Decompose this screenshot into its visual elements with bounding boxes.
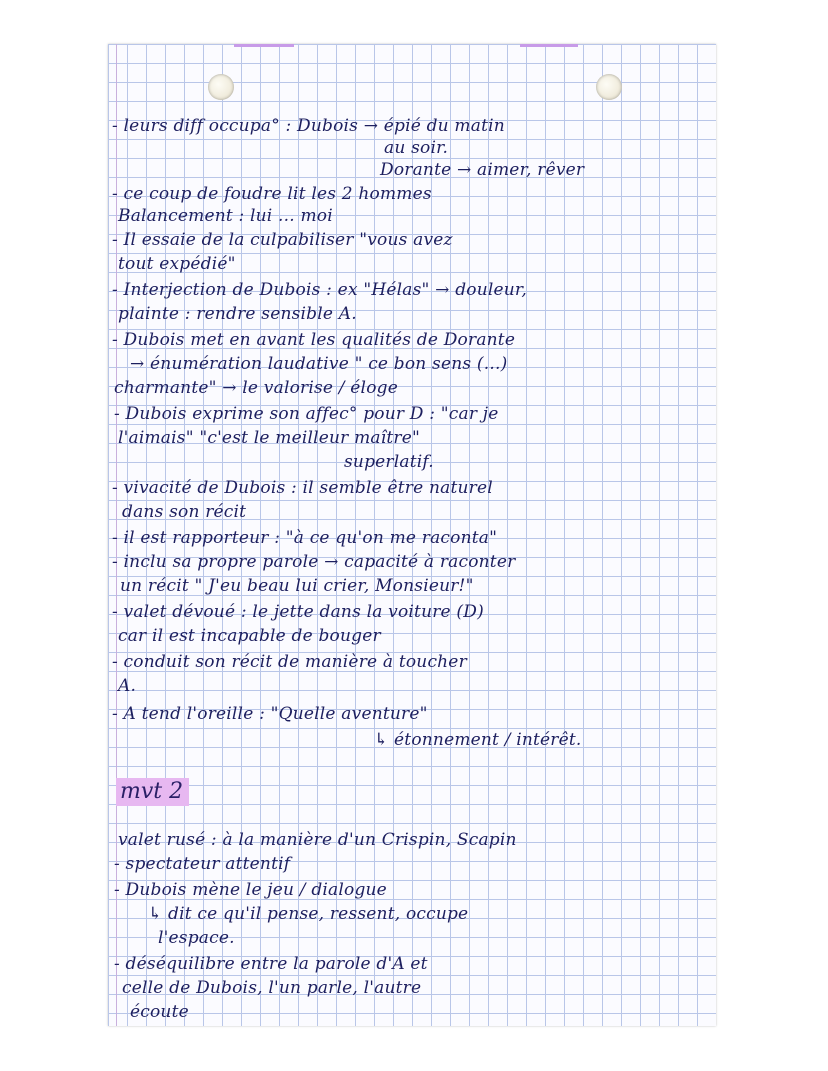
note-line: - A tend l'oreille : "Quelle aventure" [112, 704, 428, 724]
note-line: - valet dévoué : le jette dans la voiture (D) [112, 602, 484, 622]
note-line: superlatif. [344, 452, 434, 472]
note-line: - Dubois exprime son affec° pour D : "car je [114, 404, 499, 424]
note-line: plainte : rendre sensible A. [118, 304, 357, 324]
graph-paper-sheet [108, 44, 716, 1026]
note-line: un récit " J'eu beau lui crier, Monsieur!" [120, 576, 474, 596]
note-line: Dorante → aimer, rêver [380, 160, 585, 180]
note-line: - leurs diff occupa° : Dubois → épié du matin [112, 116, 505, 136]
note-line: - Il essaie de la culpabiliser "vous avez [112, 230, 453, 250]
section-heading-mvt2: mvt 2 [116, 778, 189, 806]
top-tab [234, 44, 294, 47]
note-line: - spectateur attentif [114, 854, 291, 874]
note-line: - Dubois met en avant les qualités de Dorante [112, 330, 516, 350]
note-line: ↳ dit ce qu'il pense, ressent, occupe [148, 904, 469, 924]
note-line: - inclu sa propre parole → capacité à raconter [112, 552, 516, 572]
top-tab [520, 44, 578, 47]
note-line: dans son récit [122, 502, 247, 522]
note-line: l'espace. [158, 928, 235, 948]
punch-hole [596, 74, 622, 100]
note-line: ↳ étonnement / intérêt. [374, 730, 582, 750]
note-line: - déséquilibre entre la parole d'A et [114, 954, 428, 974]
note-line: car il est incapable de bouger [118, 626, 381, 646]
note-line: celle de Dubois, l'un parle, l'autre [122, 978, 422, 998]
note-line: - ce coup de foudre lit les 2 hommes [112, 184, 432, 204]
note-line: l'aimais" "c'est le meilleur maître" [118, 428, 421, 448]
note-line: - il est rapporteur : "à ce qu'on me raconta" [112, 528, 498, 548]
note-line: - Dubois mène le jeu / dialogue [114, 880, 387, 900]
note-line: → énumération laudative " ce bon sens (...) [130, 354, 508, 374]
note-line: valet rusé : à la manière d'un Crispin, Scapin [118, 830, 517, 850]
note-line: au soir. [384, 138, 449, 158]
note-line: - vivacité de Dubois : il semble être naturel [112, 478, 493, 498]
note-line: écoute [130, 1002, 189, 1022]
note-line: Balancement : lui ... moi [118, 206, 333, 226]
punch-hole [208, 74, 234, 100]
note-line: tout expédié" [118, 254, 236, 274]
note-line: - Interjection de Dubois : ex "Hélas" → douleur, [112, 280, 527, 300]
note-line: A. [118, 676, 137, 696]
note-line: charmante" → le valorise / éloge [114, 378, 398, 398]
note-line: - conduit son récit de manière à toucher [112, 652, 467, 672]
